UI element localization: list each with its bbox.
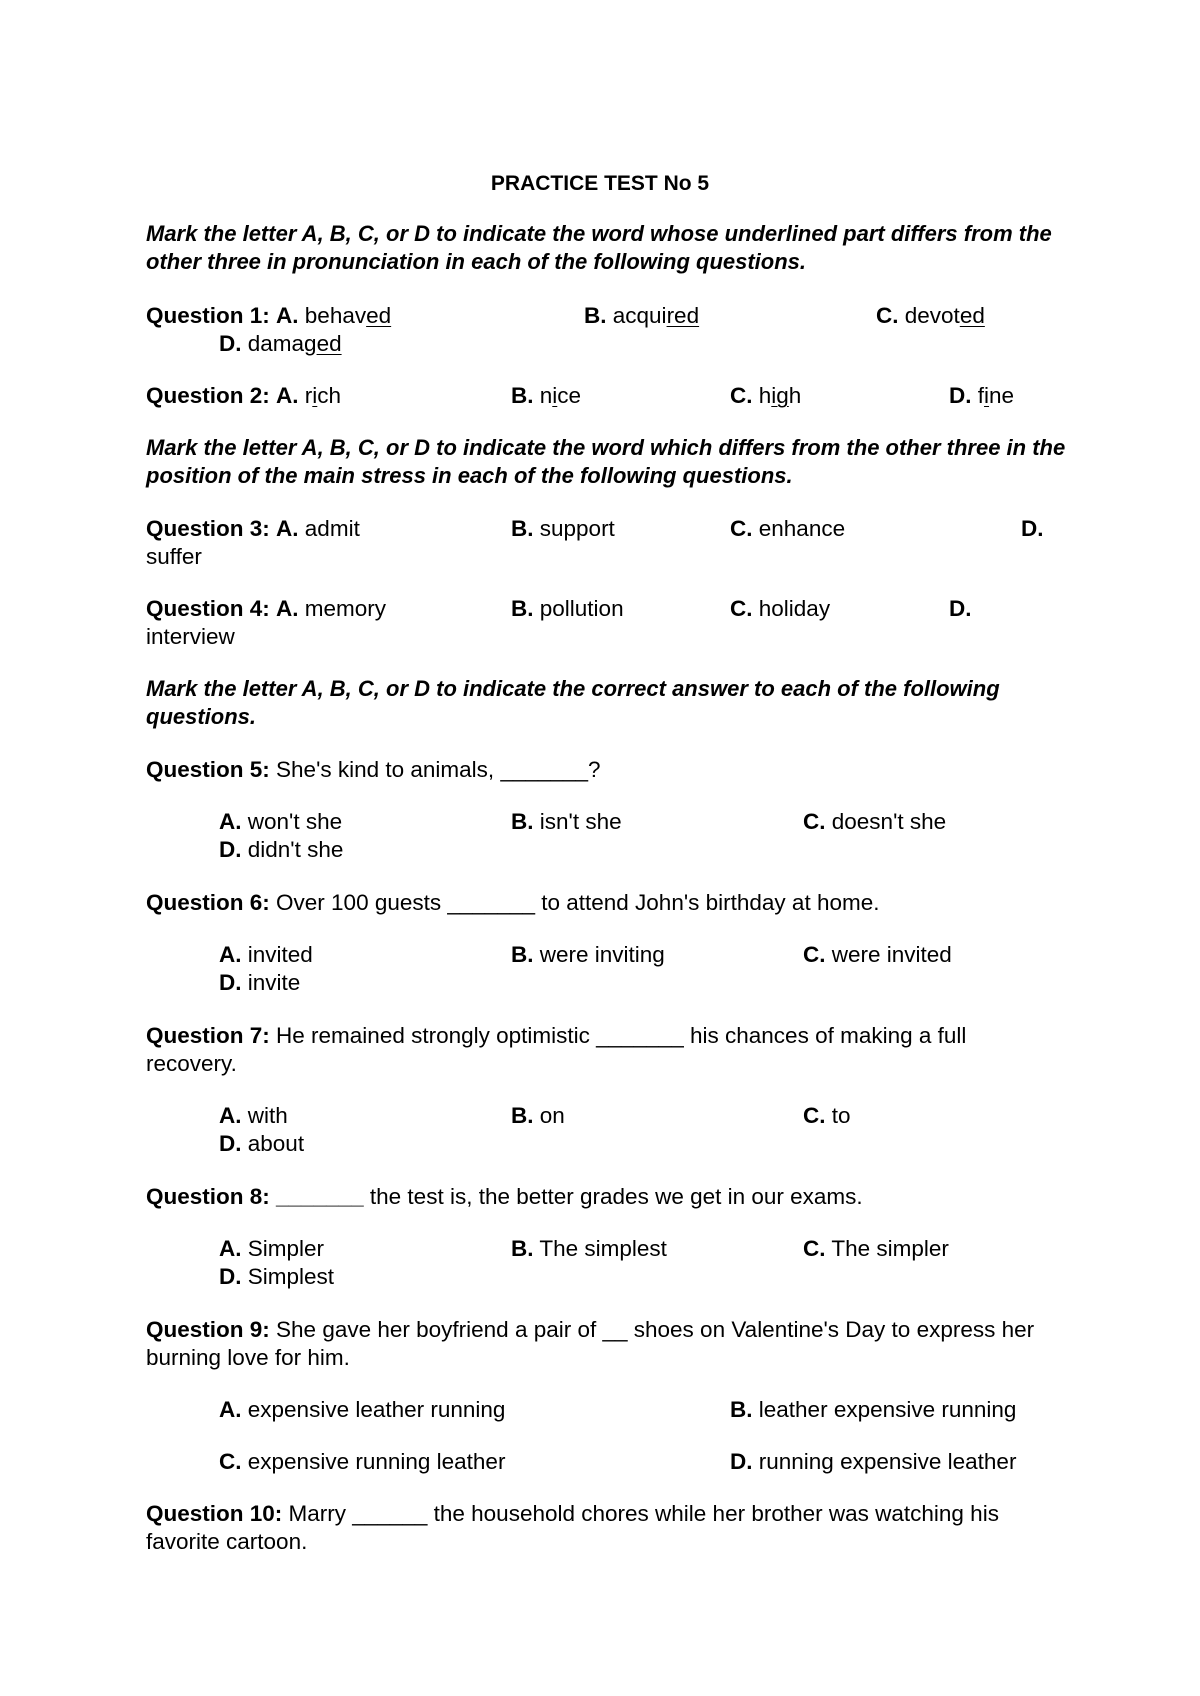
option-c: C. holiday — [730, 596, 831, 621]
question-7 — [0, 1022, 1200, 1162]
option-a: A. Simpler — [219, 1236, 325, 1261]
question-4 — [0, 595, 1200, 655]
question-stem: She's kind to animals, _______? — [276, 757, 601, 782]
option-d: D. fine — [949, 383, 1015, 408]
option-c: C. expensive running leather — [219, 1449, 506, 1474]
option-b: B. pollution — [511, 596, 624, 621]
option-d: D. didn't she — [219, 837, 344, 862]
question-10 — [0, 1500, 1200, 1560]
option-a: A. memory — [276, 596, 387, 621]
question-6 — [0, 889, 1200, 999]
question-label: Question 2: — [146, 383, 270, 408]
question-stem: Marry ______ the household chores while her brother was watching his favorite cartoon. — [146, 1501, 999, 1554]
question-label: Question 9: — [146, 1317, 270, 1342]
question-label: Question 3: — [146, 516, 270, 541]
question-1 — [0, 302, 1200, 362]
option-d: suffer — [146, 544, 202, 569]
question-3 — [0, 515, 1200, 575]
option-d: interview — [146, 624, 235, 649]
question-stem: He remained strongly optimistic _______ his chances of making a full recovery. — [146, 1023, 967, 1076]
option-d: D. damaged — [219, 331, 342, 356]
option-b: B. The simplest — [511, 1236, 667, 1261]
option-a: behaved — [304, 303, 392, 328]
option-a: A. expensive leather running — [219, 1397, 506, 1422]
question-label: Question 10: — [146, 1501, 283, 1526]
question-label: Question 8: — [146, 1184, 270, 1209]
option-d: D. running expensive leather — [730, 1449, 1017, 1474]
question-label: Question 4: — [146, 596, 270, 621]
question-label: Question 1: — [146, 303, 270, 328]
option-letter: A. — [276, 303, 299, 328]
option-b: B. nice — [511, 383, 582, 408]
question-5 — [0, 756, 1200, 866]
option-b: B. on — [511, 1103, 565, 1128]
question-blank: _______ — [276, 1184, 364, 1209]
option-c: C. were invited — [803, 942, 952, 967]
question-label: Question 5: — [146, 757, 270, 782]
option-d: D. about — [219, 1131, 305, 1156]
instruction-stress: Mark the letter A, B, C, or D to indicate the word which differs from the other three in the position of the main stress in each of the following questions. — [146, 435, 1066, 488]
question-stem: the test is, the better grades we get in our exams. — [369, 1184, 863, 1209]
option-d-letter: D. — [1021, 516, 1044, 541]
question-label: Question 7: — [146, 1023, 270, 1048]
option-a: A. invited — [219, 942, 313, 967]
option-c: C. enhance — [730, 516, 846, 541]
question-stem: She gave her boyfriend a pair of __ shoes on Valentine's Day to express her burning love for him. — [146, 1317, 1035, 1370]
option-b: B. acquired — [584, 303, 700, 328]
option-a: A. with — [219, 1103, 288, 1128]
option-a: A. rich — [276, 383, 342, 408]
option-b: B. were inviting — [511, 942, 665, 967]
option-b: B. leather expensive running — [730, 1397, 1017, 1422]
option-c: C. The simpler — [803, 1236, 949, 1261]
option-d-letter: D. — [949, 596, 972, 621]
option-c: C. devoted — [876, 303, 985, 328]
option-d: D. Simplest — [219, 1264, 335, 1289]
question-9 — [0, 1316, 1200, 1486]
page-title: PRACTICE TEST No 5 — [490, 172, 710, 195]
option-b: B. support — [511, 516, 615, 541]
option-a: A. admit — [276, 516, 360, 541]
option-c: C. to — [803, 1103, 851, 1128]
option-c: C. high — [730, 383, 802, 408]
question-2 — [0, 382, 1200, 442]
question-8 — [0, 1183, 1200, 1293]
question-label: Question 6: — [146, 890, 270, 915]
option-b: B. isn't she — [511, 809, 622, 834]
instruction-correct-answer: Mark the letter A, B, C, or D to indicate the correct answer to each of the following questions. — [146, 676, 1000, 729]
option-c: C. doesn't she — [803, 809, 947, 834]
instruction-pronunciation: Mark the letter A, B, C, or D to indicate the word whose underlined part differs from the other three in pronunciation in each of the following questions. — [146, 221, 1052, 274]
question-stem: Over 100 guests _______ to attend John's birthday at home. — [276, 890, 880, 915]
option-d: D. invite — [219, 970, 301, 995]
option-a: A. won't she — [219, 809, 343, 834]
